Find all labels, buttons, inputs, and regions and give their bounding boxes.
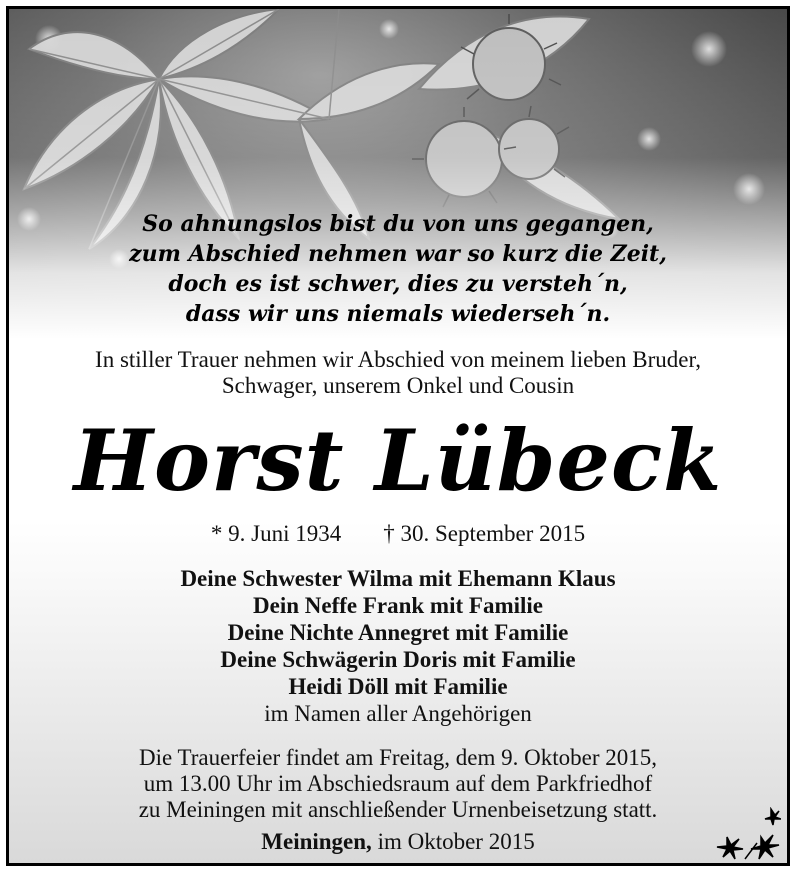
service-line: Die Trauerfeier findet am Freitag, dem 9. Oktober 2015, (138, 745, 657, 770)
place-date-text: im Oktober 2015 (377, 829, 535, 854)
death-date: † 30. September 2015 (383, 521, 586, 546)
deceased-name: Horst Lübeck (73, 411, 723, 510)
poem-line: dass wir uns niemals wiederseh´n. (185, 301, 611, 327)
on-behalf-line: im Namen aller Angehörigen (264, 701, 532, 726)
service-line: zu Meiningen mit anschließender Urnenbeisetzung statt. (138, 797, 658, 822)
mourner: Deine Schwägerin Doris mit Familie (220, 647, 576, 672)
leaf-ornament-icon (715, 807, 781, 861)
poem-line: zum Abschied nehmen war so kurz die Zeit, (129, 241, 667, 267)
intro-line: In stiller Trauer nehmen wir Abschied von meinem lieben Bruder, (95, 347, 701, 372)
birth-date: * 9. Juni 1934 (210, 521, 342, 546)
mourner: Deine Nichte Annegret mit Familie (227, 620, 569, 645)
poem-line: So ahnungslos bist du von uns gegangen, (142, 211, 654, 237)
poem (9, 209, 787, 329)
life-dates (9, 521, 787, 547)
place-name: Meiningen, (261, 829, 372, 854)
service-line: um 13.00 Uhr im Abschiedsraum auf dem Parkfriedhof (143, 771, 653, 796)
place-date (9, 829, 787, 855)
mourner: Dein Neffe Frank mit Familie (253, 593, 543, 618)
mourner: Deine Schwester Wilma mit Ehemann Klaus (180, 566, 616, 591)
poem-line: doch es ist schwer, dies zu versteh´n, (168, 271, 628, 297)
intro-line: Schwager, unserem Onkel und Cousin (221, 373, 575, 398)
intro-text (9, 347, 787, 399)
mourner: Heidi Döll mit Familie (288, 674, 508, 699)
obituary-card (6, 6, 790, 866)
service-info (9, 745, 787, 823)
mourners-list (9, 565, 787, 727)
